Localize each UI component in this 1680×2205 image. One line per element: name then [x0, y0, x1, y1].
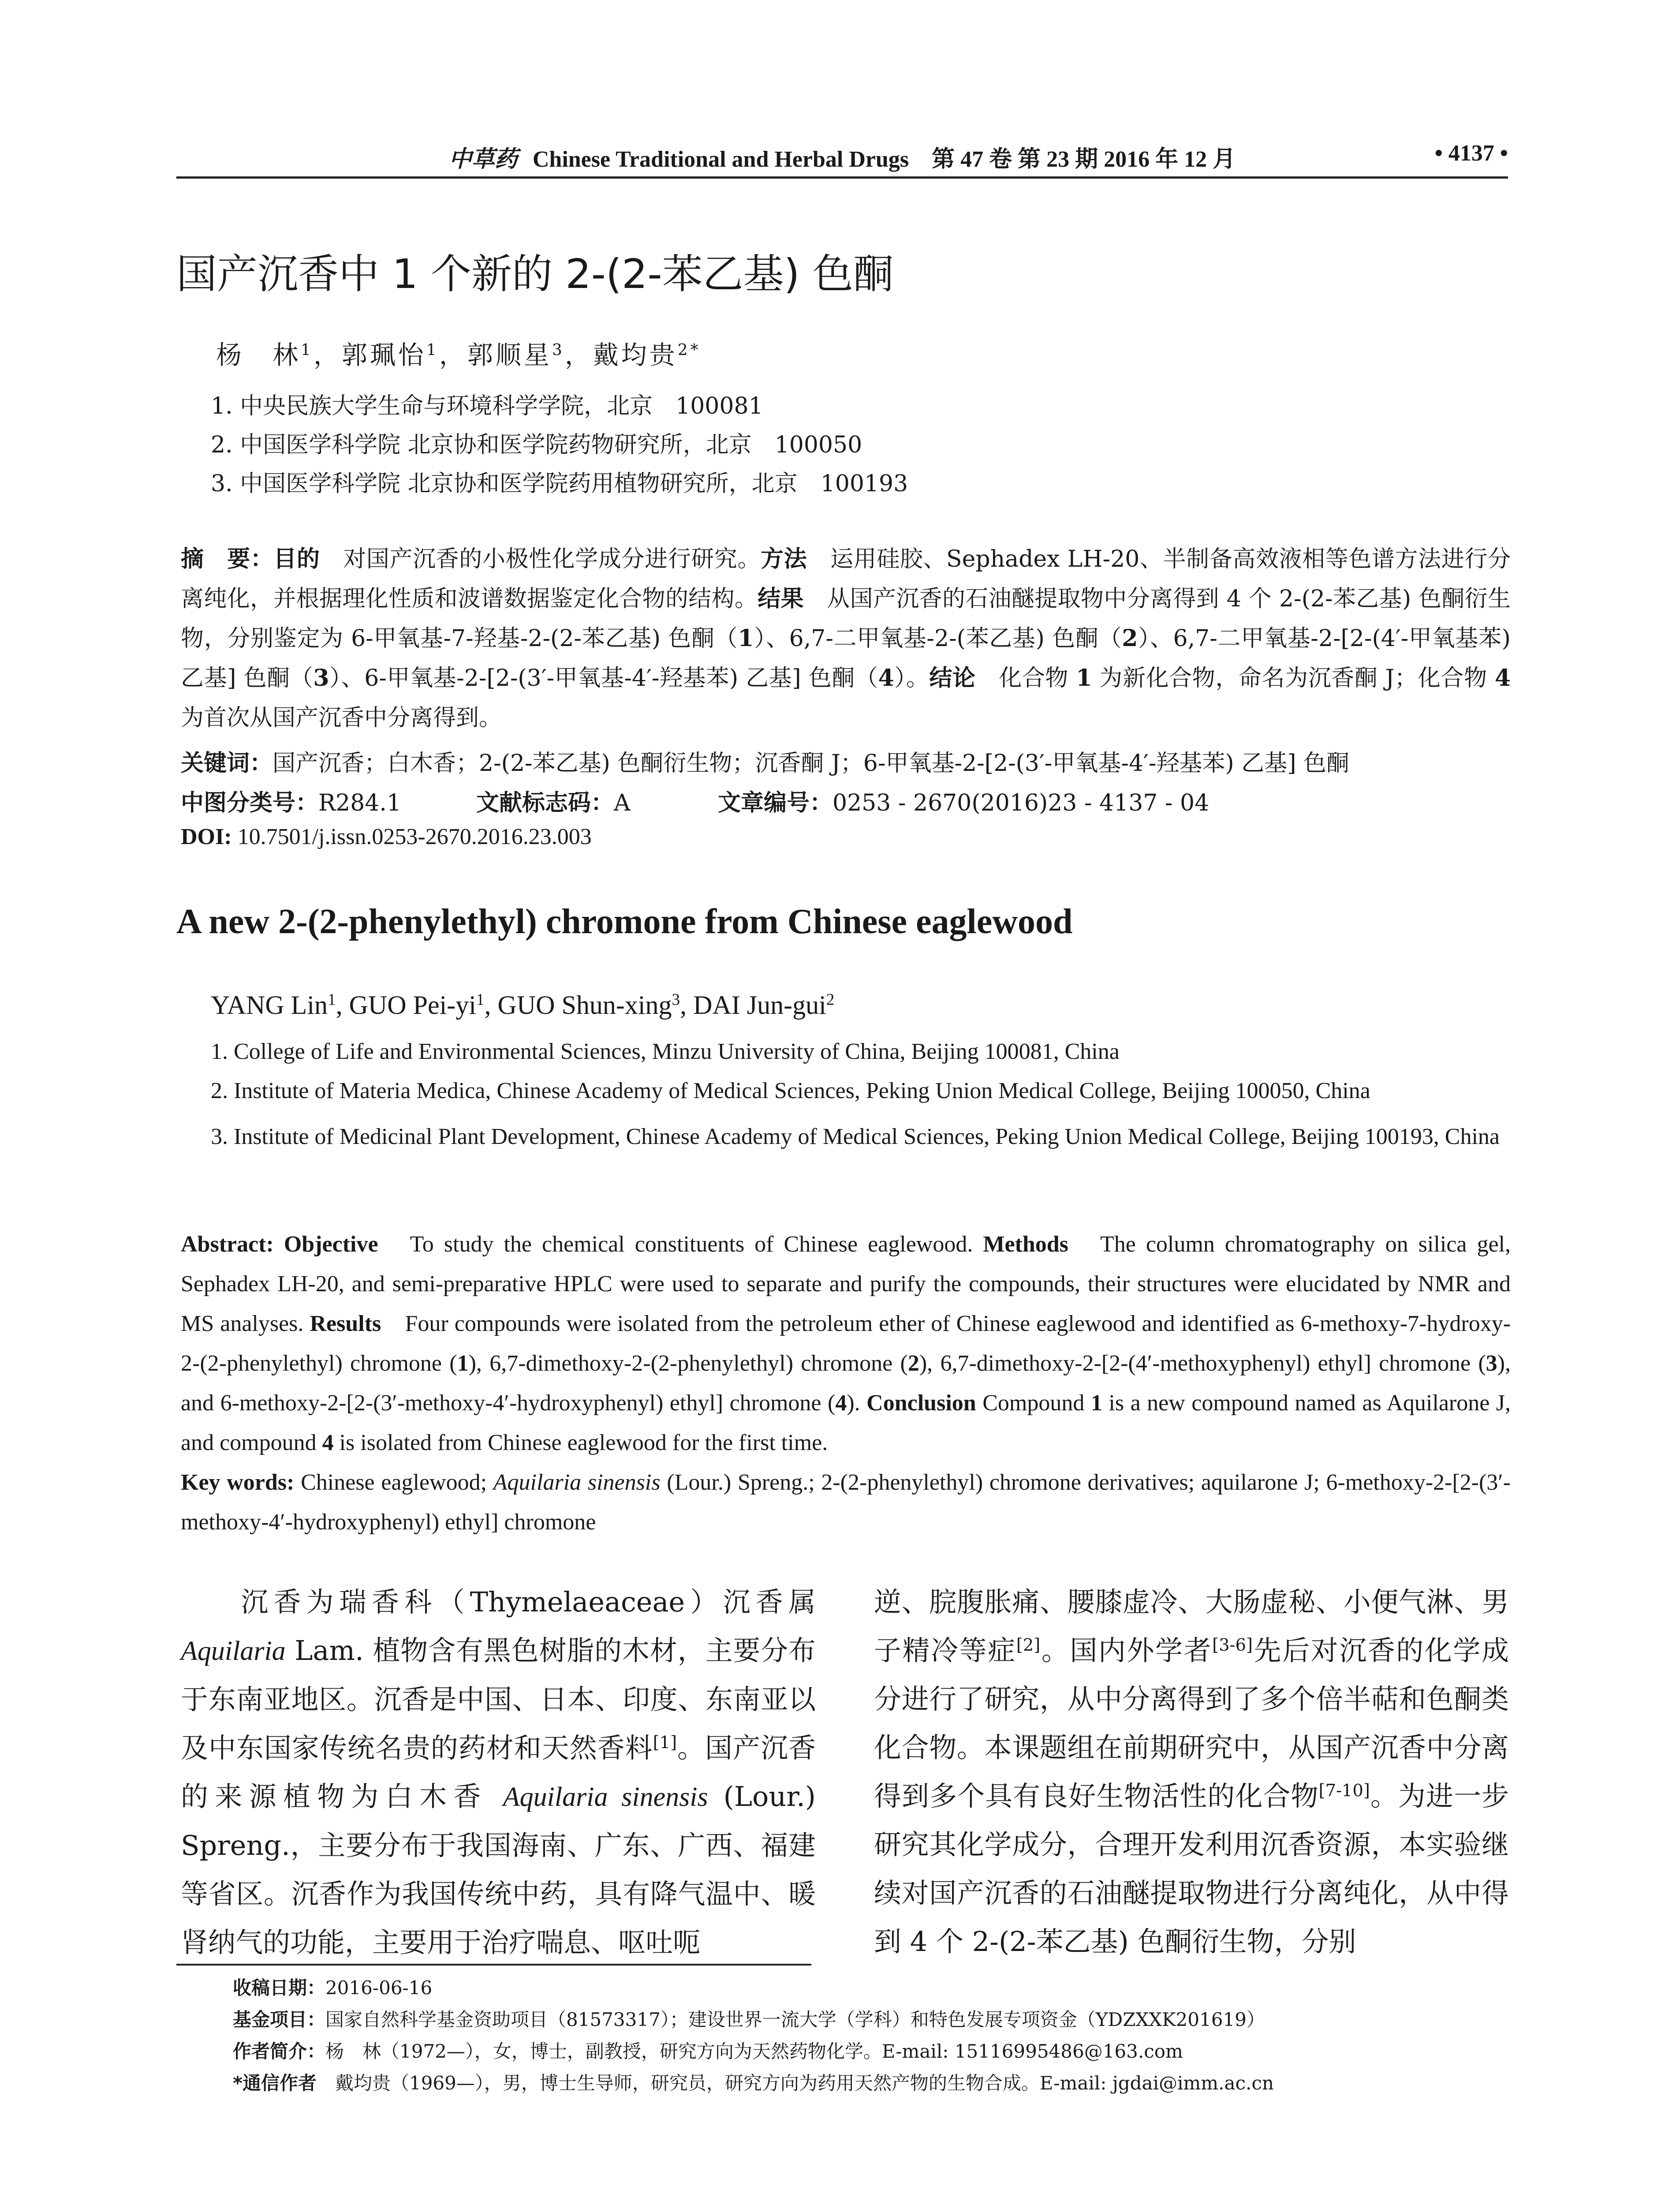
doi-line [181, 824, 592, 850]
keywords-label: Key words: [181, 1470, 295, 1495]
keywords-species: Aquilaria sinensis [493, 1470, 661, 1495]
citation: [2] [1016, 1635, 1041, 1655]
doc-code-value: A [614, 790, 631, 816]
footnote-rule [176, 1964, 811, 1966]
objective-label: 目的 [273, 546, 320, 572]
conclusion-text: is isolated from Chinese eaglewood for the first time. [339, 1430, 828, 1455]
author-affiliation-mark: 2* [677, 341, 701, 359]
results-text: ）、6,7-二甲氧基-2-[2-(4′-甲氧基苯) 乙基] 色酮（ [181, 625, 1511, 691]
results-text: ). [847, 1390, 860, 1416]
objective-text: To study the chemical constituents of Chinese eaglewood. [410, 1232, 973, 1257]
doi-label: DOI: [181, 824, 232, 849]
conclusion-text: 为新化合物，命名为沉香酮 J；化合物 [1099, 665, 1487, 691]
author-name: 郭顺星 [467, 340, 552, 370]
results-text: Four compounds were isolated from the petroleum ether of Chinese eaglewood and identified as 6-methoxy-7-hydroxy-2-(2-phenylethyl) chromone ( [181, 1311, 1511, 1376]
citation: [3-6] [1212, 1635, 1253, 1655]
body-text: 沉香为瑞香科（Thymelaeaceae）沉香属 [235, 1586, 816, 1618]
footnote-text: 戴均贵（1969—），男，博士生导师，研究员，研究方向为药用天然产物的生物合成。E-mail: jgdai@imm.ac.cn [335, 2072, 1274, 2094]
results-text: ), 6,7-dimethoxy-2-(2-phenylethyl) chromone ( [468, 1351, 908, 1376]
author-name: GUO Pei-yi [349, 990, 476, 1020]
body-text: 。为进一步研究其化学成分，合理开发利用沉香资源，本实验继续对国产沉香的石油醚提取物进行分离纯化，从中得到 4 个 2-(2-苯乙基) 色酮衍生物，分别 [874, 1780, 1509, 1958]
footnote-funding [233, 2005, 1265, 2032]
compound-number: 4 [322, 1430, 334, 1455]
body-text: 。国内外学者 [1040, 1634, 1213, 1667]
article-no-value: 0253 - 2670(2016)23 - 4137 - 04 [833, 790, 1210, 816]
objective-text: 对国产沉香的小极性化学成分进行研究。 [343, 546, 761, 572]
compound-number: 3 [1486, 1351, 1497, 1376]
author-affiliation-mark: 1 [301, 341, 314, 359]
results-text: 从国产沉香的石油醚提取物中分离得到 4 个 2-(2-苯乙基) 色酮衍生物，分别鉴定为 6-甲氧基-7-羟基-2-(2-苯乙基) 色酮（ [181, 586, 1511, 652]
page-number: • 4137 • [1434, 141, 1508, 166]
cn-abstract [181, 539, 1511, 738]
keywords-text: 国产沉香；白木香；2-(2-苯乙基) 色酮衍生物；沉香酮 J；6-甲氧基-2-[2-(3′-甲氧基-4′-羟基苯) 乙基] 色酮 [273, 750, 1350, 777]
doi-value: 10.7501/j.issn.0253-2670.2016.23.003 [237, 824, 592, 849]
header-rule [176, 176, 1508, 179]
author-affiliation-mark: 3 [672, 990, 680, 1009]
compound-number: 1 [457, 1351, 469, 1376]
conclusion-text: is a new compound named as Aquilarone J, and compound [181, 1390, 1511, 1455]
footnote-text: 国家自然科学基金资助项目（81573317）；建设世界一流大学（学科）和特色发展专项资金（YDZXXK201619） [325, 2009, 1265, 2030]
footnote-text: 2016-06-16 [325, 1977, 433, 1999]
author-affiliation-mark: 3 [552, 341, 565, 359]
running-header [176, 140, 1508, 176]
author-name: 杨 林 [216, 340, 301, 370]
results-label: Results [310, 1311, 381, 1336]
author-affiliation-mark: 1 [476, 990, 485, 1009]
en-affiliation-text: 3. Institute of Medicinal Plant Development, Chinese Academy of Medical Sciences, Peking Union Medical College, Beijing 100193, China [211, 1124, 1500, 1149]
citation: [7-10] [1318, 1780, 1370, 1801]
author-name: YANG Lin [211, 990, 328, 1020]
cn-affiliation: 1. 中央民族大学生命与环境科学学院，北京 100081 [211, 393, 763, 419]
body-text: 逆、脘腹胀痛、腰膝虚冷、大肠虚秘、小便气淋、男子精冷等症 [874, 1586, 1509, 1667]
body-column-left [181, 1578, 816, 1967]
author-name: GUO Shun-xing [497, 990, 672, 1020]
article-no-label: 文章编号： [718, 790, 833, 816]
compound-number: 4 [835, 1390, 847, 1416]
en-abstract [181, 1225, 1511, 1542]
compound-number: 1 [738, 625, 754, 652]
footnote-author [233, 2037, 1183, 2063]
abstract-label: Abstract: Objective [181, 1232, 378, 1257]
author-name: DAI Jun-gui [693, 990, 826, 1020]
journal-logo: 中草药 [448, 146, 518, 172]
citation: [1] [653, 1732, 677, 1753]
compound-number: 4 [878, 665, 894, 691]
methods-label: 方法 [761, 546, 807, 572]
cn-keywords [181, 744, 1349, 777]
compound-number: 2 [1122, 625, 1138, 652]
en-affiliation: 1. College of Life and Environmental Sciences, Minzu University of China, Beijing 100081, China [211, 1039, 1120, 1064]
footnote-text: 杨 林（1972—），女，博士，副教授，研究方向为天然药物化学。E-mail: 15116995486@163.com [325, 2041, 1183, 2062]
conclusion-text: Compound [982, 1390, 1085, 1416]
keywords-text: (Lour.) Spreng.; 2-(2-phenylethyl) chromone derivatives; aquilarone J; 6-methoxy-2-[2-(3′-methoxy-4′-hydroxyphenyl) ethyl] chromone [181, 1470, 1511, 1535]
doc-code-label: 文献标志码： [476, 790, 614, 816]
results-text: ), and 6-methoxy-2-[2-(3′-methoxy-4′-hydroxyphenyl) ethyl] chromone ( [181, 1351, 1511, 1416]
footnote-corresponding [233, 2069, 1274, 2095]
conclusion-text: 化合物 [999, 665, 1068, 691]
author-name: 戴均贵 [593, 340, 678, 370]
en-affiliation [211, 1117, 1512, 1157]
body-text: 先后对沉香的化学成分进行了研究，从中分离得到了多个倍半萜和色酮类化合物。本课题组在前期研究中，从国产沉香中分离得到多个具有良好生物活性的化合物 [874, 1634, 1509, 1812]
journal-line [176, 140, 1508, 173]
abstract-label: 摘 要： [181, 546, 274, 572]
conclusion-text: 为首次从国产沉香中分离得到。 [181, 705, 502, 731]
keywords-label: 关键词： [181, 750, 273, 777]
compound-number: 1 [1090, 1390, 1102, 1416]
cn-authors: 杨 林$^1$，郭珮怡$^1$，郭顺星$^3$，戴均贵$^{2*}$ [216, 340, 701, 370]
en-authors: YANG Lin$^1$, GUO Pei-$yi^1$, GUO Shun-xing$^3$, DAI Jun-gui$^2$ [211, 990, 835, 1020]
footnote-label: 收稿日期： [233, 1977, 326, 1999]
genus-name: Aquilaria [181, 1636, 286, 1666]
footnote-received [233, 1973, 432, 2000]
footnote-label: *通信作者 [233, 2072, 317, 2094]
en-affiliation: 2. Institute of Materia Medica, Chinese Academy of Medical Sciences, Peking Union Medical College, Beijing 100050, China [211, 1078, 1370, 1103]
compound-number: 1 [1076, 665, 1092, 691]
body-text: (Lour.) Spreng.，主要分布于我国海南、广东、广西、福建等省区。沉香作为我国传统中药，具有降气温中、暖肾纳气的功能，主要用于治疗喘息、呕吐呃 [181, 1780, 816, 1958]
author-affiliation-mark: 2 [826, 990, 835, 1009]
results-text: ）、6-甲氧基-2-[2-(3′-甲氧基-4′-羟基苯) 乙基] 色酮（ [329, 665, 878, 691]
author-affiliation-mark: 1 [328, 990, 336, 1009]
results-text: ）。 [894, 665, 930, 691]
results-label: 结果 [758, 586, 804, 612]
cn-affiliation: 2. 中国医学科学院 北京协和医学院药物研究所，北京 100050 [211, 432, 862, 458]
author-affiliation-mark: 1 [426, 341, 439, 359]
clc-label: 中图分类号： [181, 790, 319, 816]
footnote-label: 基金项目： [233, 2009, 326, 2030]
cn-affiliation: 3. 中国医学科学院 北京协和医学院药用植物研究所，北京 100193 [211, 471, 908, 497]
cn-title: 国产沉香中 1 个新的 2-(2-苯乙基) 色酮 [176, 250, 894, 298]
body-text: Lam. 植物含有黑色树脂的木材，主要分布于东南亚地区。沉香是中国、日本、印度、东南亚以及中东国家传统名贵的药材和天然香料 [181, 1634, 816, 1764]
journal-citation: Chinese Traditional and Herbal Drugs 第 47 卷 第 23 期 2016 年 12 月 [532, 147, 1236, 172]
results-text: ）、6,7-二甲氧基-2-(苯乙基) 色酮（ [754, 625, 1122, 652]
methods-label: Methods [983, 1232, 1068, 1257]
en-title: A new 2-(2-phenylethyl) chromone from Chinese eaglewood [176, 902, 1073, 941]
cn-classification-line [181, 784, 1511, 817]
body-text: 。国产沉香的来源植物为白木香 [181, 1732, 816, 1813]
methods-text: The column chromatography on silica gel, Sephadex LH-20, and semi-preparative HPLC were used to separate and purify the compounds, their structures were elucidated by NMR and MS analyses. [181, 1232, 1511, 1336]
compound-number: 3 [313, 665, 329, 691]
footnote-label: 作者简介： [233, 2041, 326, 2062]
body-column-right [874, 1578, 1509, 1966]
keywords-text: Chinese eaglewood; [301, 1470, 487, 1495]
clc-value: R284.1 [318, 790, 402, 816]
author-name: 郭珮怡 [341, 340, 426, 370]
conclusion-label: 结论 [929, 665, 976, 691]
compound-number: 4 [1494, 665, 1511, 691]
compound-number: 2 [907, 1351, 919, 1376]
results-text: ), 6,7-dimethoxy-2-[2-(4′-methoxyphenyl) ethyl] chromone ( [919, 1351, 1486, 1376]
methods-text: 运用硅胶、Sephadex LH-20、半制备高效液相等色谱方法进行分离纯化，并根据理化性质和波谱数据鉴定化合物的结构。 [181, 546, 1511, 612]
species-name: Aquilaria sinensis [503, 1782, 708, 1812]
conclusion-label: Conclusion [866, 1390, 976, 1416]
